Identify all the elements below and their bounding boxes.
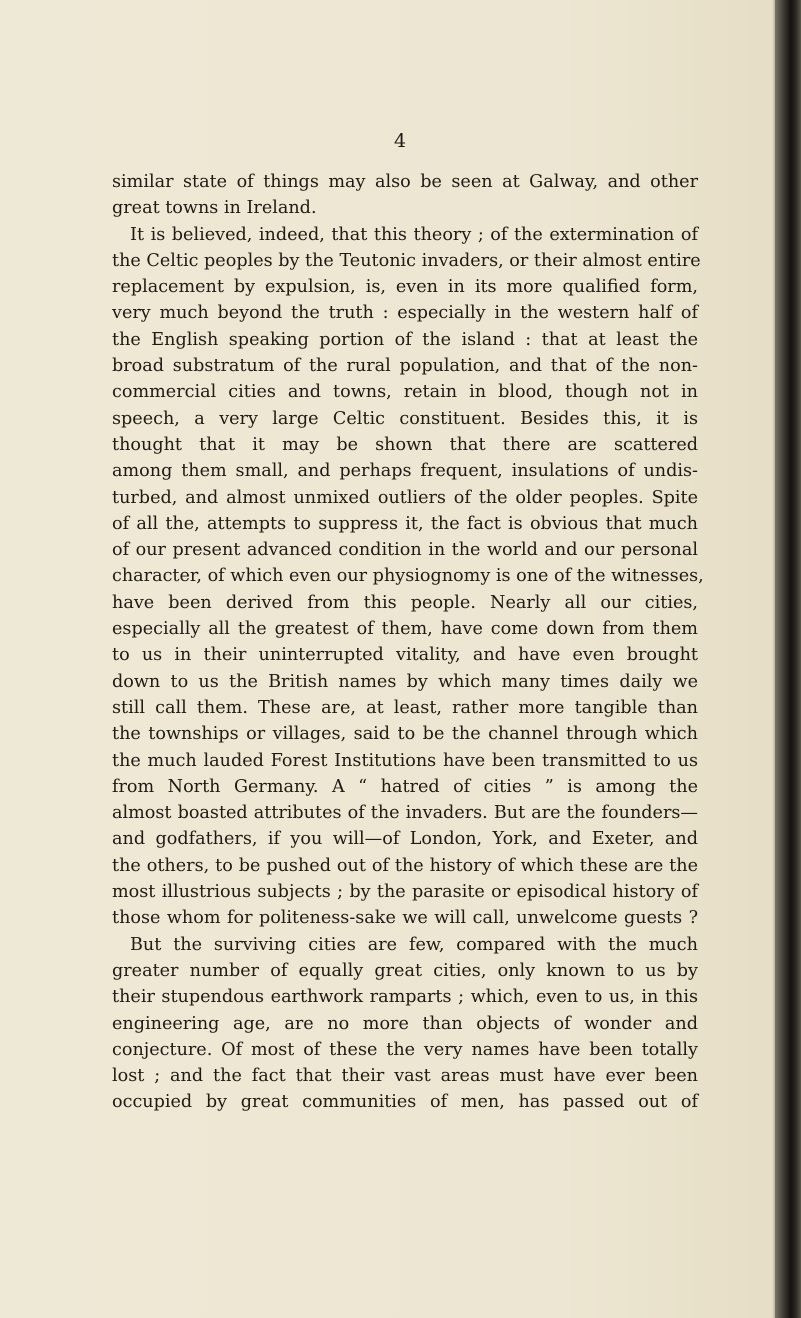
text-line: occupied by great communities of men, has passed out of (112, 1092, 698, 1113)
text-line: It is believed, indeed, that this theory ; of the extermination of (130, 224, 698, 245)
text-line: greater number of equally great cities, only known to us by (112, 960, 698, 981)
body-text (112, 169, 704, 1116)
text-line: those whom for politeness-sake we will call, unwelcome guests ? (112, 908, 698, 929)
text-line: the townships or villages, said to be the channel through which (112, 724, 698, 745)
text-line: among them small, and perhaps frequent, insulations of undis- (112, 461, 698, 482)
text-line: commercial cities and towns, retain in blood, though not in (112, 382, 698, 403)
text-line: still call them. These are, at least, rather more tangible than (112, 697, 698, 718)
text-line: most illustrious subjects ; by the parasite or episodical history of (112, 882, 698, 903)
text-line: very much beyond the truth : especially in the western half of (112, 303, 698, 324)
text-line: have been derived from this people. Nearly all our cities, (112, 592, 698, 613)
text-line: broad substratum of the rural population, and that of the non- (112, 356, 698, 377)
text-line: especially all the greatest of them, have come down from them (112, 619, 698, 640)
text-line: of all the, attempts to suppress it, the fact is obvious that much (112, 513, 698, 534)
book-binding (775, 0, 801, 1318)
text-line: to us in their uninterrupted vitality, and have even brought (112, 645, 698, 666)
text-line: engineering age, are no more than objects of wonder and (112, 1013, 698, 1034)
text-line: the much lauded Forest Institutions have been transmitted to us (112, 750, 698, 771)
text-line: similar state of things may also be seen at Galway, and other (112, 172, 698, 192)
text-line: replacement by expulsion, is, even in its more qualified form, (112, 277, 698, 298)
text-line: the English speaking portion of the island : that at least the (112, 329, 698, 350)
text-line: speech, a very large Celtic constituent. Besides this, it is (112, 408, 698, 429)
text-line: conjecture. Of most of these the very names have been totally (112, 1039, 698, 1060)
text-line: character, of which even our physiognomy is one of the witnesses, (112, 566, 704, 587)
text-line: and godfathers, if you will—of London, York, and Exeter, and (112, 829, 698, 850)
text-line: the Celtic peoples by the Teutonic invaders, or their almost entire (112, 250, 701, 271)
text-line: the others, to be pushed out of the history of which these are the (112, 855, 698, 876)
text-line: great towns in Ireland. (112, 198, 317, 219)
text-line: But the surviving cities are few, compared with the much (130, 934, 698, 955)
text-line: down to us the British names by which many times daily we (112, 671, 698, 692)
text-line: turbed, and almost unmixed outliers of the older peoples. Spite (112, 487, 698, 508)
page-number: 4 (393, 130, 408, 152)
text-line: thought that it may be shown that there are scattered (112, 434, 698, 455)
text-line: of our present advanced condition in the world and our personal (112, 540, 698, 561)
text-line: from North Germany. A “ hatred of cities ” is among the (112, 776, 698, 797)
text-line: their stupendous earthwork ramparts ; which, even to us, in this (112, 987, 698, 1008)
text-line: almost boasted attributes of the invaders. But are the founders— (112, 803, 698, 824)
text-line: lost ; and the fact that their vast areas must have ever been (112, 1066, 698, 1087)
